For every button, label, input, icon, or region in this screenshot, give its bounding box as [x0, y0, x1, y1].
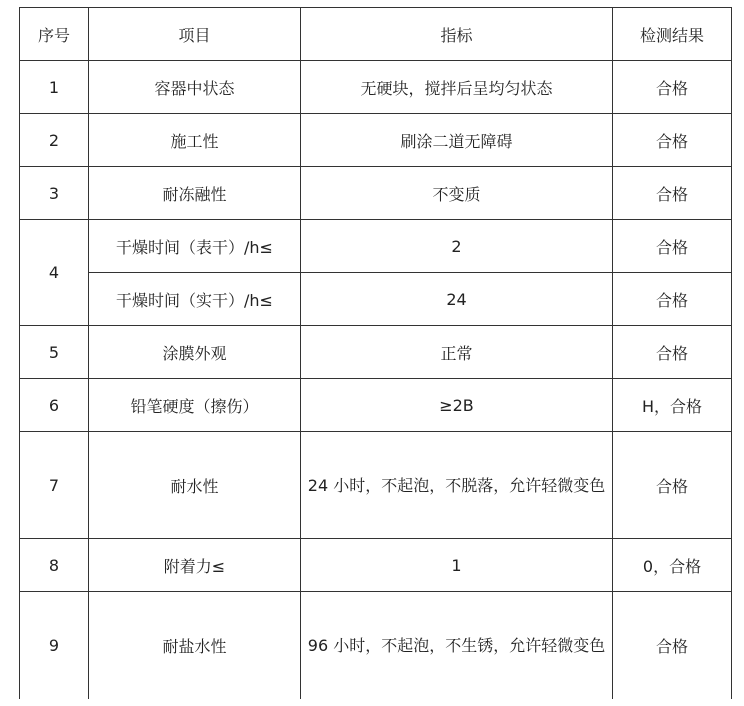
row-result: 合格 [613, 326, 732, 379]
row-spec: 不变质 [301, 167, 613, 220]
row-result: 合格 [613, 61, 732, 114]
row-no: 9 [20, 592, 89, 699]
header-no: 序号 [20, 8, 89, 61]
row-item: 耐水性 [89, 432, 301, 539]
table-row [20, 539, 732, 592]
row-spec: 正常 [301, 326, 613, 379]
row-no: 5 [20, 326, 89, 379]
row-item: 容器中状态 [89, 61, 301, 114]
table-row [20, 379, 732, 432]
table-row [20, 61, 732, 114]
row-spec: 无硬块，搅拌后呈均匀状态 [301, 61, 613, 114]
row-item: 干燥时间（表干）/h≤ [89, 220, 301, 273]
table-row [20, 220, 732, 273]
row-no: 7 [20, 432, 89, 539]
row-spec: 2 [301, 220, 613, 273]
test-results-table [19, 7, 732, 699]
row-result: 合格 [613, 114, 732, 167]
table-row [20, 326, 732, 379]
row-result: 合格 [613, 592, 732, 699]
row-result: H，合格 [613, 379, 732, 432]
row-spec: 24 小时，不起泡，不脱落，允许轻微变色 [301, 432, 613, 539]
row-no: 8 [20, 539, 89, 592]
row-result: 合格 [613, 273, 732, 326]
row-item: 涂膜外观 [89, 326, 301, 379]
row-no: 1 [20, 61, 89, 114]
table-row [20, 114, 732, 167]
row-result: 合格 [613, 220, 732, 273]
row-item: 干燥时间（实干）/h≤ [89, 273, 301, 326]
row-no: 6 [20, 379, 89, 432]
header-item: 项目 [89, 8, 301, 61]
row-spec: ≥2B [301, 379, 613, 432]
row-no: 4 [20, 220, 89, 326]
row-result: 0，合格 [613, 539, 732, 592]
header-spec: 指标 [301, 8, 613, 61]
table-header-row [20, 8, 732, 61]
row-spec: 刷涂二道无障碍 [301, 114, 613, 167]
row-no: 3 [20, 167, 89, 220]
row-item: 附着力≤ [89, 539, 301, 592]
row-no: 2 [20, 114, 89, 167]
row-item: 耐冻融性 [89, 167, 301, 220]
table-row [20, 592, 732, 699]
table-row [20, 432, 732, 539]
row-item: 施工性 [89, 114, 301, 167]
header-result: 检测结果 [613, 8, 732, 61]
table-row [20, 167, 732, 220]
row-spec: 1 [301, 539, 613, 592]
row-result: 合格 [613, 432, 732, 539]
row-spec: 24 [301, 273, 613, 326]
row-item: 耐盐水性 [89, 592, 301, 699]
row-result: 合格 [613, 167, 732, 220]
row-item: 铅笔硬度（擦伤） [89, 379, 301, 432]
table-row [20, 273, 732, 326]
row-spec: 96 小时，不起泡，不生锈，允许轻微变色 [301, 592, 613, 699]
